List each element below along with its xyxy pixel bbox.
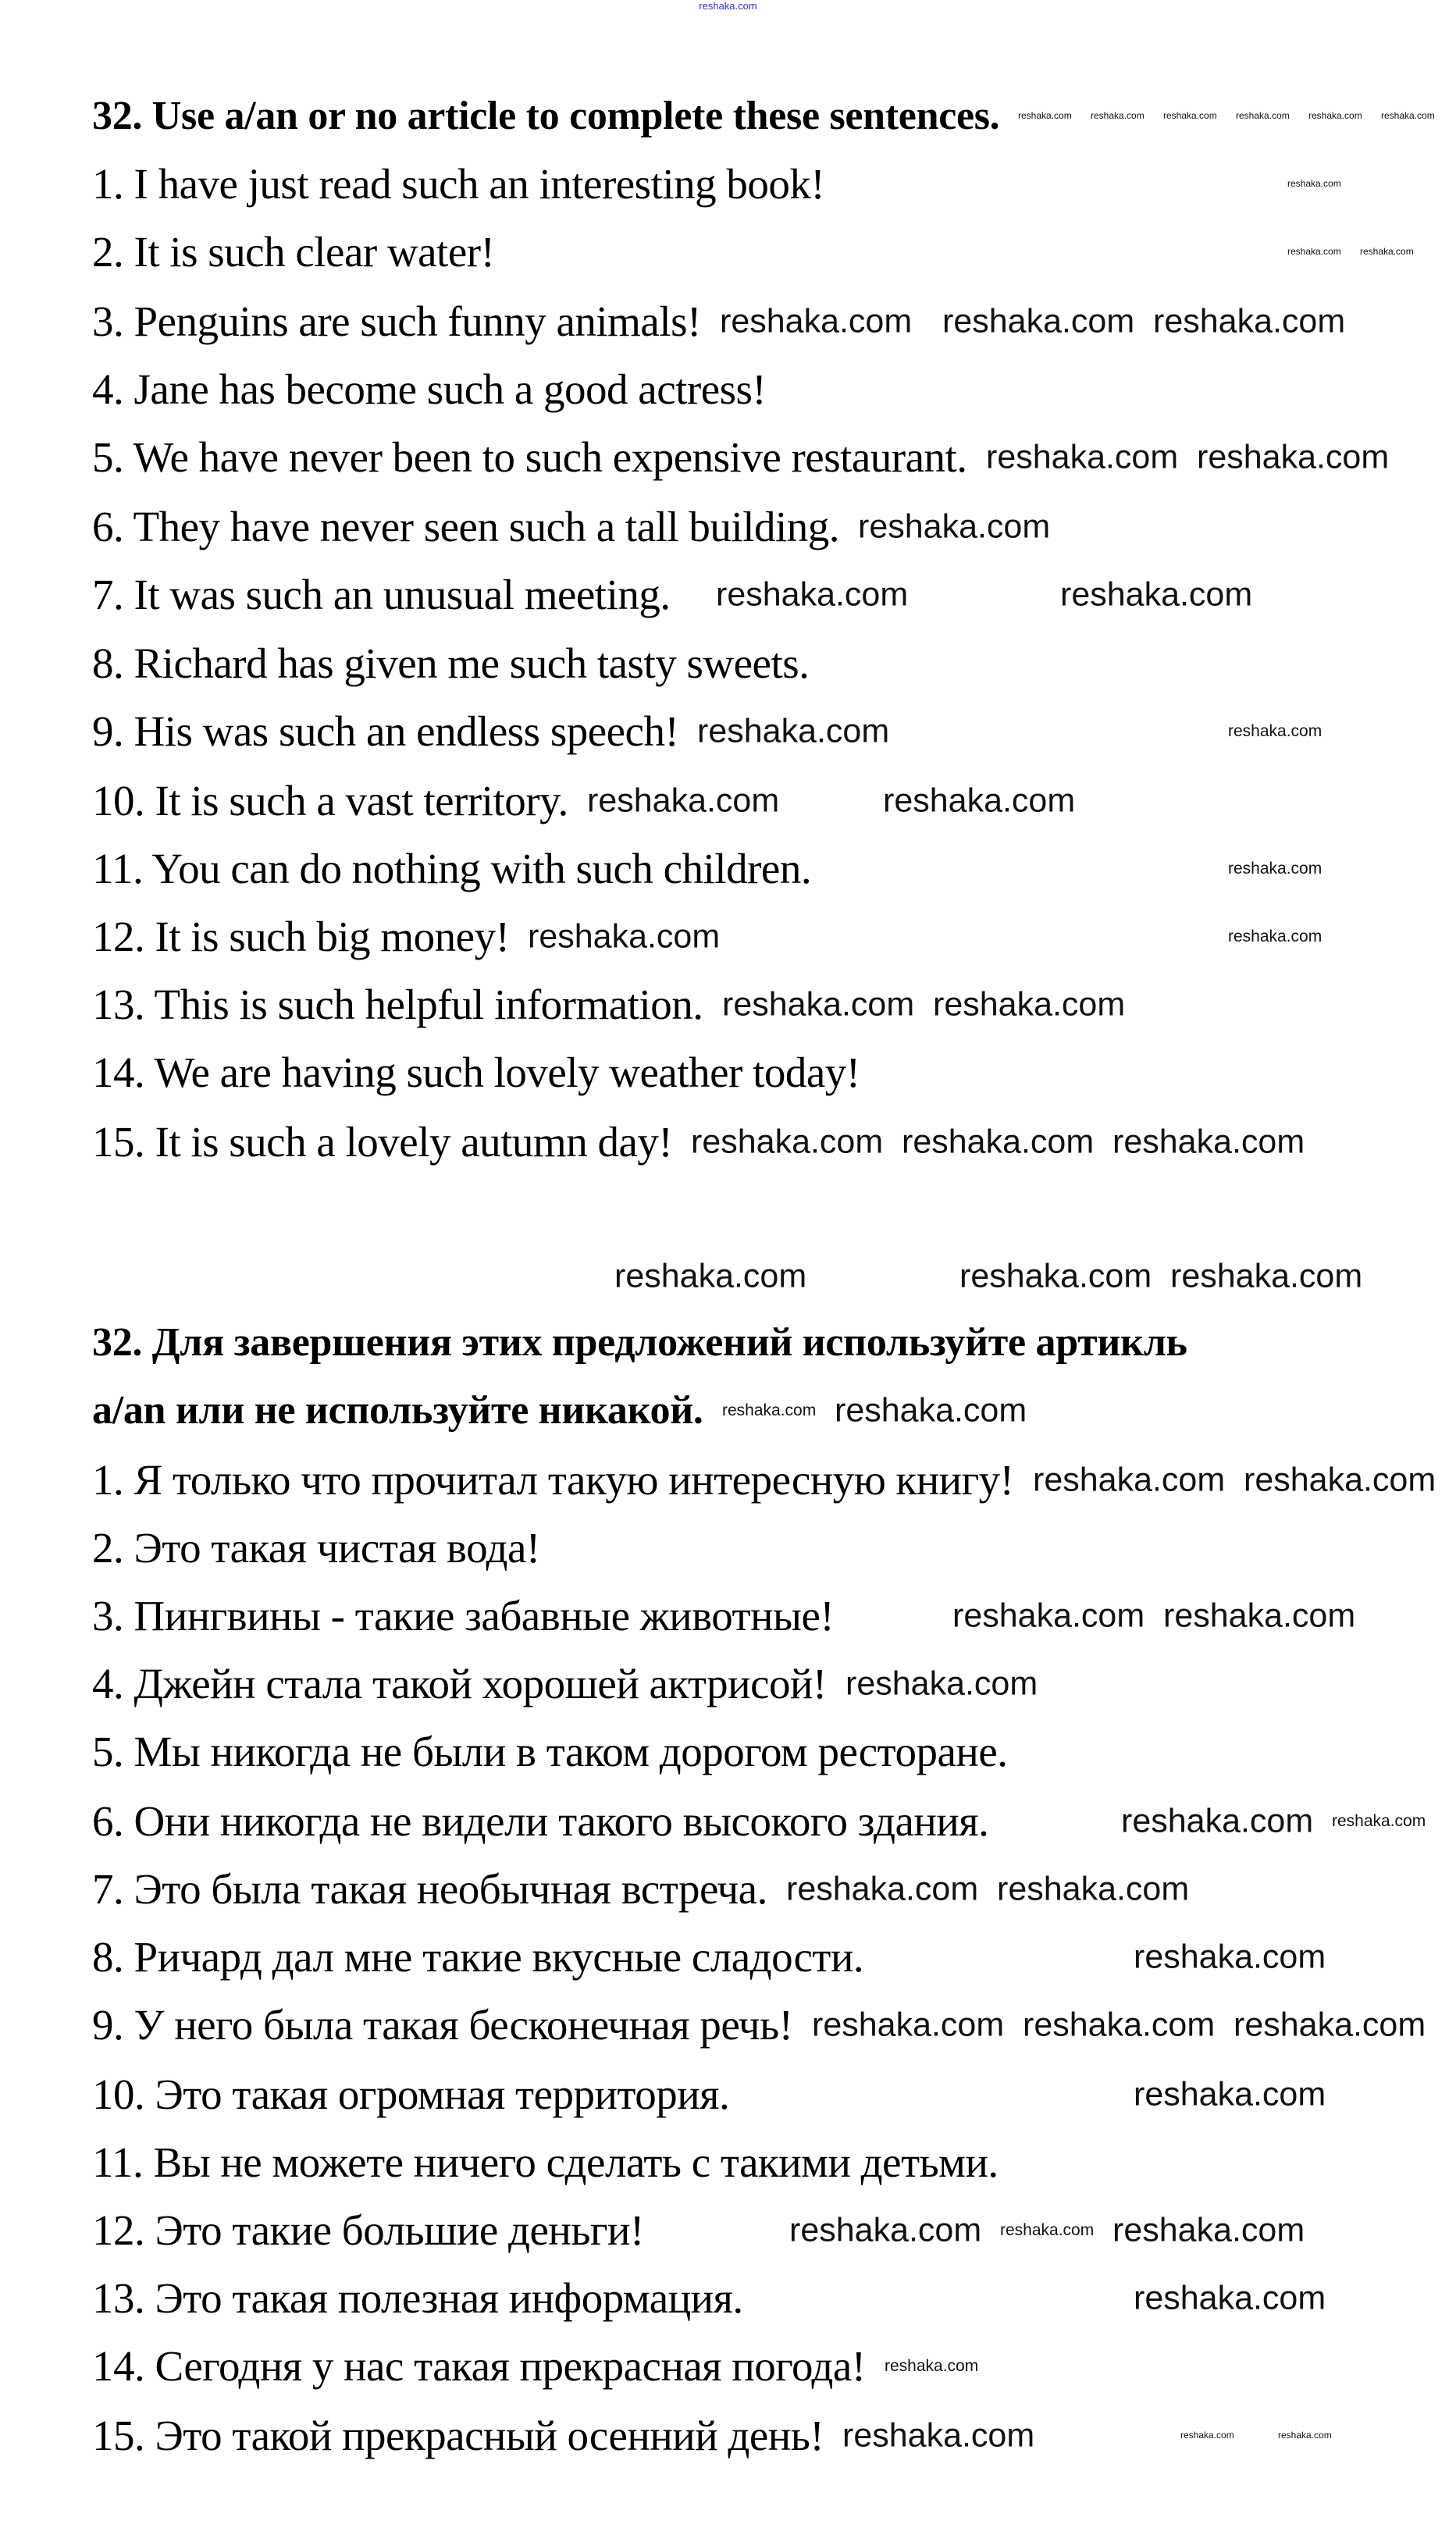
watermark: reshaka.com xyxy=(789,2211,982,2249)
sentence-en: 12. It is such big money! xyxy=(92,913,510,960)
watermark: reshaka.com xyxy=(845,1665,1038,1703)
sentence-ru: 1. Я только что прочитал такую интересную книгу! xyxy=(92,1456,1014,1504)
sentence-ru: 13. Это такая полезная информация. xyxy=(92,2274,743,2322)
sentence-en: 15. It is such a lovely autumn day! xyxy=(92,1118,673,1166)
watermark: reshaka.com xyxy=(716,575,909,614)
watermark: reshaka.com xyxy=(1153,302,1346,340)
watermark: reshaka.com xyxy=(1112,1123,1305,1161)
sentence-ru: 5. Мы никогда не были в таком дорогом ресторане. xyxy=(92,1728,1008,1775)
watermark: reshaka.com xyxy=(1112,2211,1305,2249)
watermark: reshaka.com xyxy=(858,507,1051,546)
sentence-ru: 2. Это такая чистая вода! xyxy=(92,1524,540,1572)
watermark: reshaka.com xyxy=(1234,2006,1426,2044)
watermark: reshaka.com xyxy=(1134,2279,1326,2317)
sentence-ru: 8. Ричард дал мне такие вкусные сладости. xyxy=(92,1933,864,1981)
watermark: reshaka.com xyxy=(986,438,1179,476)
watermark: reshaka.com xyxy=(885,2356,979,2375)
watermark: reshaka.com xyxy=(959,1257,1152,1295)
sentence-ru: 9. У него была такая бесконечная речь! xyxy=(92,2001,793,2049)
watermark: reshaka.com xyxy=(614,1257,807,1295)
watermark: reshaka.com xyxy=(720,302,913,340)
sentence-en: 5. We have never been to such expensive restaurant. xyxy=(92,433,967,481)
watermark: reshaka.com xyxy=(883,782,1076,820)
watermark: reshaka.com xyxy=(1332,1811,1426,1830)
watermark: reshaka.com xyxy=(1197,438,1390,476)
watermark: reshaka.com xyxy=(902,1123,1095,1161)
sentence-en: 4. Jane has become such a good actress! xyxy=(92,365,767,413)
sentence-en: 1. I have just read such an interesting book! xyxy=(92,160,825,208)
watermark: reshaka.com xyxy=(1228,721,1323,740)
watermark: reshaka.com xyxy=(1228,859,1323,878)
watermark: reshaka.com xyxy=(1134,1938,1326,1976)
watermark: reshaka.com xyxy=(722,1401,817,1419)
watermark: reshaka.com xyxy=(1060,575,1253,614)
watermark: reshaka.com xyxy=(1236,110,1290,122)
site-watermark-top: reshaka.com xyxy=(699,0,757,12)
watermark: reshaka.com xyxy=(1180,2430,1234,2441)
sentence-en: 9. His was such an endless speech! xyxy=(92,707,679,755)
sentence-ru: 6. Они никогда не видели такого высокого здания. xyxy=(92,1797,989,1845)
watermark: reshaka.com xyxy=(1308,110,1362,122)
watermark: reshaka.com xyxy=(812,2006,1005,2044)
watermark: reshaka.com xyxy=(842,2416,1035,2455)
sentence-en: 14. We are having such lovely weather today! xyxy=(92,1049,860,1096)
watermark: reshaka.com xyxy=(1163,1597,1356,1635)
watermark: reshaka.com xyxy=(1278,2430,1332,2441)
watermark: reshaka.com xyxy=(697,712,890,750)
sentence-en: 2. It is such clear water! xyxy=(92,228,495,276)
watermark: reshaka.com xyxy=(528,917,721,956)
sentence-en: 3. Penguins are such funny animals! xyxy=(92,297,701,345)
sentence-ru: 12. Это такие большие деньги! xyxy=(92,2206,644,2254)
sentence-en: 10. It is such a vast territory. xyxy=(92,777,568,824)
watermark: reshaka.com xyxy=(1091,110,1145,122)
watermark: reshaka.com xyxy=(1170,1257,1363,1295)
exercise-title-en: 32. Use a/an or no article to complete these sentences. xyxy=(92,94,1000,138)
watermark: reshaka.com xyxy=(1287,178,1341,190)
watermark: reshaka.com xyxy=(933,985,1126,1024)
sentence-ru: 7. Это была такая необычная встреча. xyxy=(92,1865,767,1913)
sentence-ru: 3. Пингвины - такие забавные животные! xyxy=(92,1592,835,1640)
watermark: reshaka.com xyxy=(1018,110,1072,122)
watermark: reshaka.com xyxy=(952,1597,1145,1635)
watermark: reshaka.com xyxy=(1163,110,1217,122)
sentence-en: 11. You can do nothing with such children. xyxy=(92,845,812,892)
exercise-title-ru-line2: a/an или не используйте никакой. xyxy=(92,1388,703,1433)
sentence-ru: 14. Сегодня у нас такая прекрасная погода! xyxy=(92,2342,866,2390)
watermark: reshaka.com xyxy=(1033,1461,1226,1499)
watermark: reshaka.com xyxy=(1000,2220,1095,2239)
watermark: reshaka.com xyxy=(587,782,780,820)
watermark: reshaka.com xyxy=(1023,2006,1216,2044)
sentence-en: 6. They have never seen such a tall building. xyxy=(92,503,840,550)
sentence-ru: 11. Вы не можете ничего сделать с такими детьми. xyxy=(92,2138,999,2186)
watermark: reshaka.com xyxy=(997,1870,1190,1908)
sentence-en: 7. It was such an unusual meeting. xyxy=(92,571,671,618)
sentence-ru: 15. Это такой прекрасный осенний день! xyxy=(92,2412,824,2459)
watermark: reshaka.com xyxy=(942,302,1135,340)
watermark: reshaka.com xyxy=(1287,246,1341,258)
watermark: reshaka.com xyxy=(1228,927,1323,945)
watermark: reshaka.com xyxy=(1360,246,1414,258)
watermark: reshaka.com xyxy=(786,1870,979,1908)
watermark: reshaka.com xyxy=(1381,110,1435,122)
watermark: reshaka.com xyxy=(835,1391,1027,1430)
sentence-ru: 4. Джейн стала такой хорошей актрисой! xyxy=(92,1660,827,1707)
watermark: reshaka.com xyxy=(722,985,915,1024)
watermark: reshaka.com xyxy=(691,1123,884,1161)
watermark: reshaka.com xyxy=(1134,2075,1326,2113)
watermark: reshaka.com xyxy=(1121,1802,1314,1840)
watermark: reshaka.com xyxy=(1244,1461,1436,1499)
exercise-title-ru-line1: 32. Для завершения этих предложений используйте артикль xyxy=(92,1320,1187,1365)
sentence-en: 8. Richard has given me such tasty sweets. xyxy=(92,639,810,687)
sentence-ru: 10. Это такая огромная территория. xyxy=(92,2070,730,2118)
sentence-en: 13. This is such helpful information. xyxy=(92,981,703,1028)
